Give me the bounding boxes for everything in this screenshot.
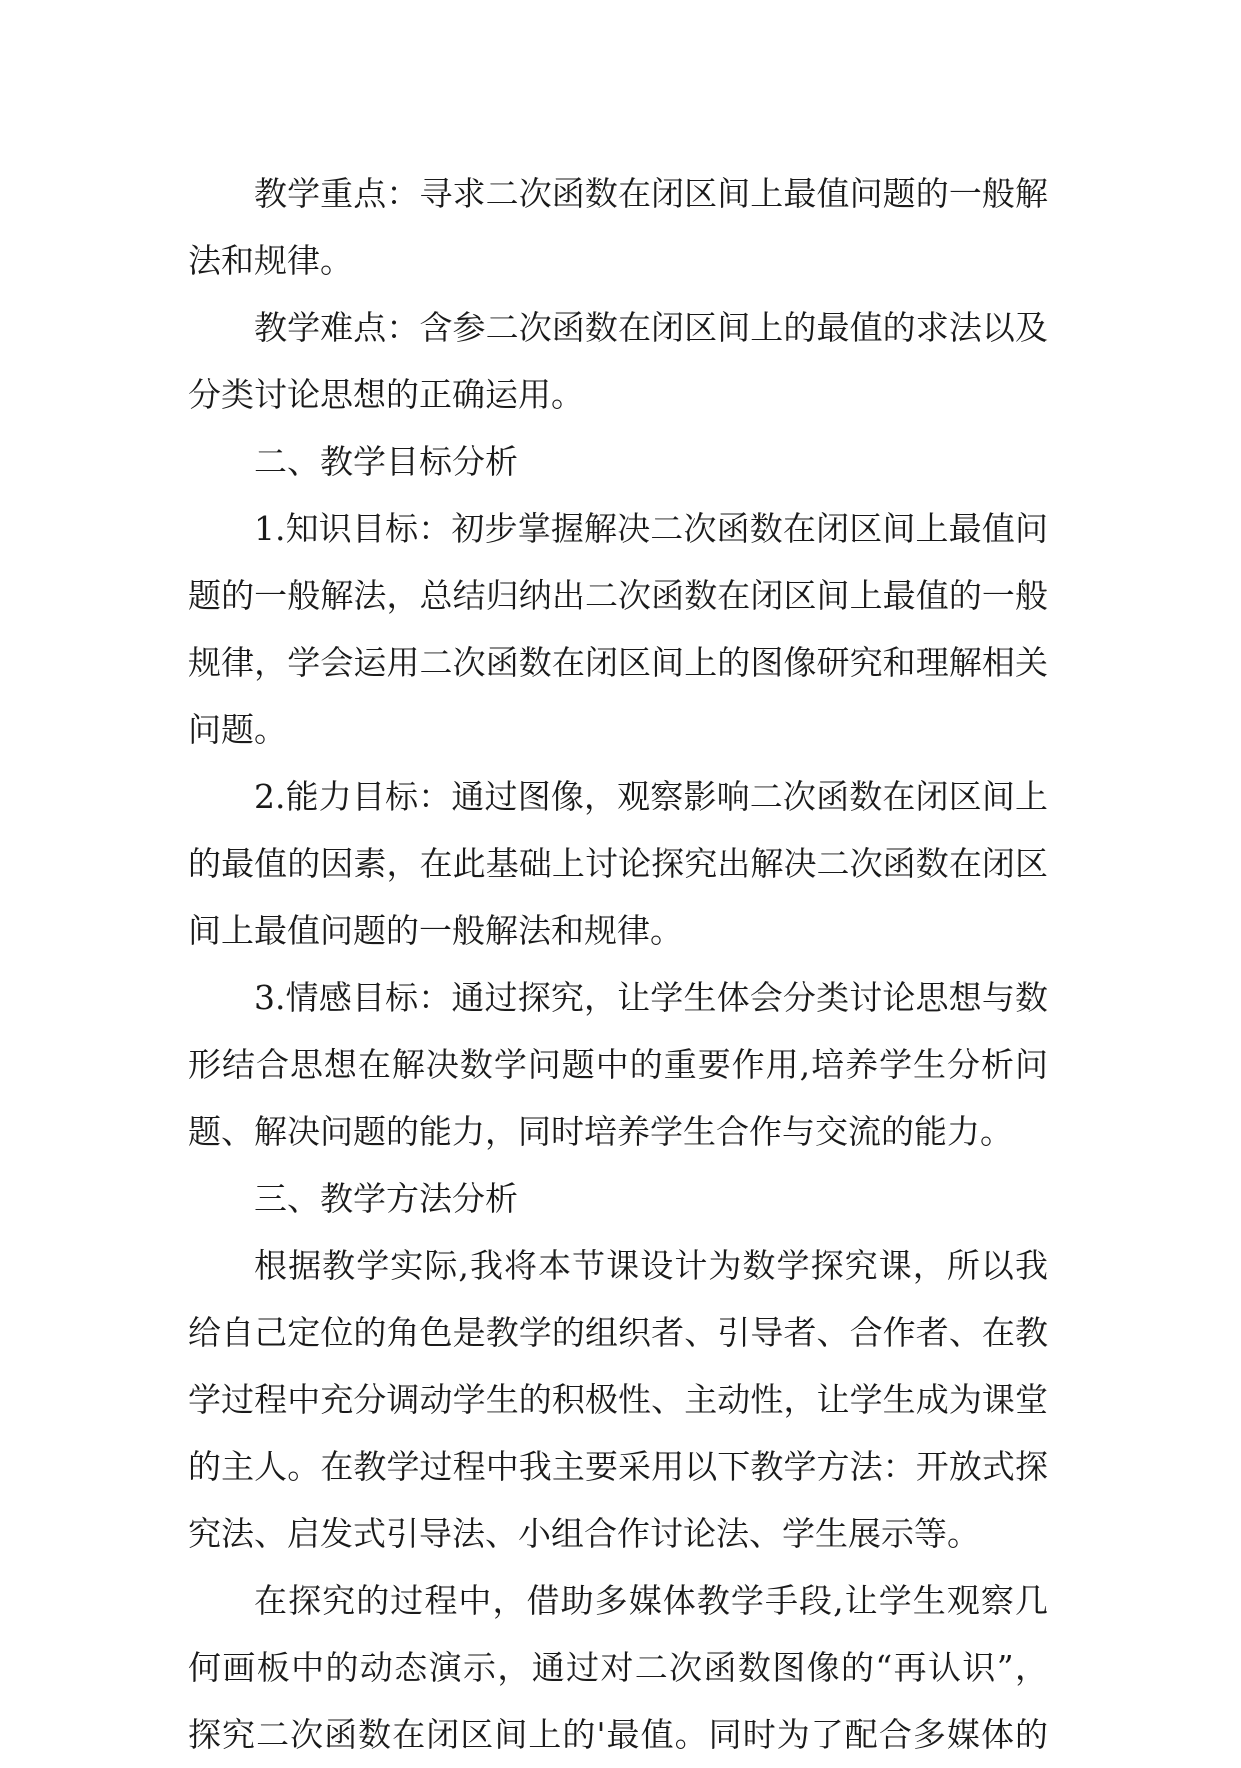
text-line: 学过程中充分调动学生的积极性、主动性，让学生成为课堂 — [188, 1380, 1048, 1419]
text-line: 规律，学会运用二次函数在闭区间上的图像研究和理解相关 — [188, 643, 1048, 682]
text-line: 根据教学实际,我将本节课设计为数学探究课，所以我 — [254, 1246, 1048, 1285]
text-line: 的最值的因素，在此基础上讨论探究出解决二次函数在闭区 — [188, 844, 1048, 883]
text-line: 3.情感目标：通过探究，让学生体会分类讨论思想与数 — [254, 978, 1048, 1017]
text-line: 教学难点：含参二次函数在闭区间上的最值的求法以及 — [254, 308, 1048, 347]
document-body — [188, 160, 1048, 1768]
text-line: 2.能力目标：通过图像，观察影响二次函数在闭区间上 — [254, 777, 1048, 816]
section-heading: 二、教学目标分析 — [254, 442, 518, 481]
text-line: 给自己定位的角色是教学的组织者、引导者、合作者、在教 — [188, 1313, 1048, 1352]
text-line: 在探究的过程中，借助多媒体教学手段,让学生观察几 — [254, 1581, 1048, 1620]
text-line: 题、解决问题的能力，同时培养学生合作与交流的能力。 — [188, 1112, 1013, 1151]
text-line: 1.知识目标：初步掌握解决二次函数在闭区间上最值问 — [254, 509, 1048, 548]
text-line: 形结合思想在解决数学问题中的重要作用,培养学生分析问 — [188, 1045, 1048, 1084]
text-line: 的主人。在教学过程中我主要采用以下教学方法：开放式探 — [188, 1447, 1048, 1486]
text-line: 分类讨论思想的正确运用。 — [188, 375, 584, 414]
text-line: 探究二次函数在闭区间上的'最值。同时为了配合多媒体的 — [188, 1715, 1048, 1754]
text-line: 究法、启发式引导法、小组合作讨论法、学生展示等。 — [188, 1514, 980, 1553]
section-heading: 三、教学方法分析 — [254, 1179, 518, 1218]
text-line: 题的一般解法，总结归纳出二次函数在闭区间上最值的一般 — [188, 576, 1048, 615]
text-line: 何画板中的动态演示，通过对二次函数图像的“再认识”， — [188, 1648, 1048, 1687]
text-line: 间上最值问题的一般解法和规律。 — [188, 911, 683, 950]
text-line: 教学重点：寻求二次函数在闭区间上最值问题的一般解 — [254, 174, 1048, 213]
text-line: 法和规律。 — [188, 241, 353, 280]
text-line: 问题。 — [188, 710, 287, 749]
